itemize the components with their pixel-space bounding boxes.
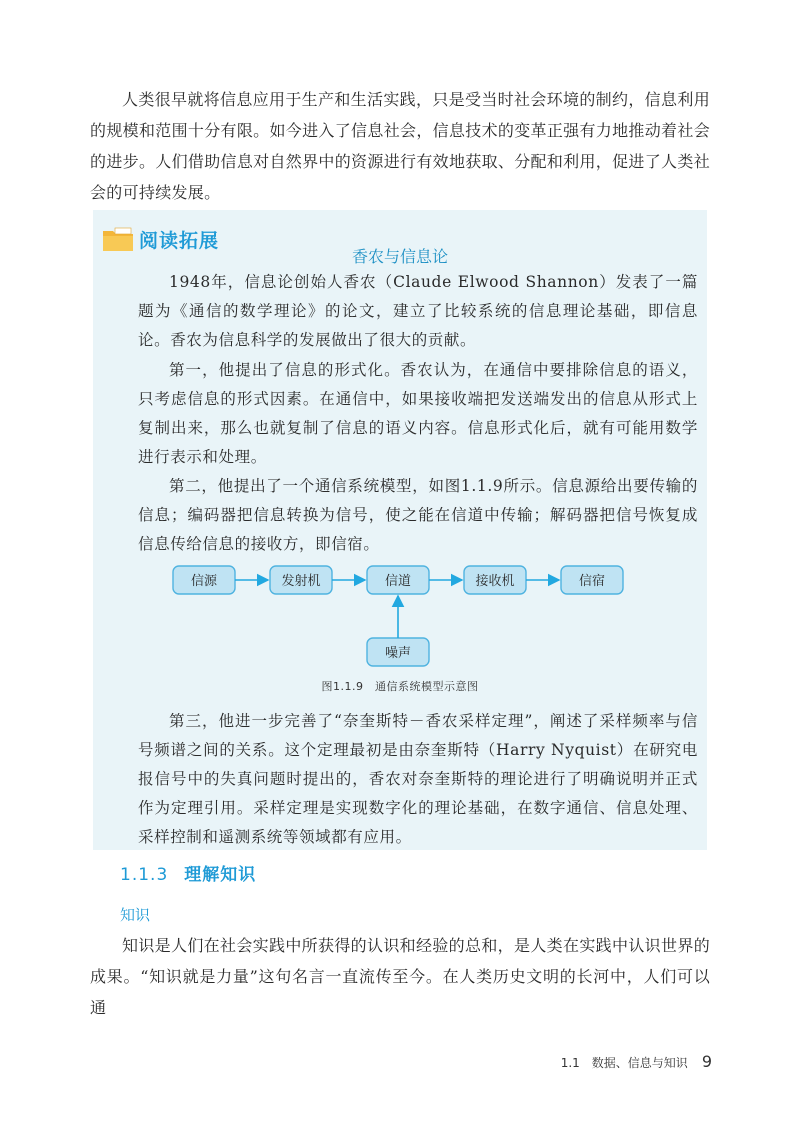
node-label-source: 信源: [190, 574, 218, 589]
section-heading: [120, 860, 256, 885]
reading-badge-label: 阅读拓展: [139, 229, 220, 252]
reading-extension-box: [93, 210, 707, 850]
diagram-node-channel: [367, 566, 429, 594]
knowledge-paragraph: 知识是人们在社会实践中所获得的认识和经验的总和，是人类在实践中认识世界的成果。“知识就是力量”这句名言一直流传至今。在人类历史文明的长河中，人们可以通: [90, 936, 710, 1017]
intro-paragraph: 人类很早就将信息应用于生产和生活实践，只是受当时社会环境的制约，信息利用的规模和范围十分有限。如今进入了信息社会，信息技术的变革正强有力地推动着社会的进步。人们借助信息对自然界中的资源进行有效地获取、分配和利用，促进了人类社会的可持续发展。: [90, 90, 710, 202]
communication-model-diagram: [163, 558, 633, 670]
node-label-destination: 信宿: [578, 574, 606, 589]
page-footer: [520, 1052, 712, 1071]
box-title: 香农与信息论: [351, 247, 448, 266]
diagram-node-source: [173, 566, 235, 594]
subheading: 知识: [120, 906, 151, 924]
diagram-node-noise: [367, 638, 429, 666]
node-label-receiver: 接收机: [475, 574, 515, 589]
box-paragraph-3: 第二，他提出了一个通信系统模型，如图1.1.9所示。信息源给出要传输的信息；编码器把信息转换为信号，使之能在信道中传输；解码器把信号恢复成信息传给信息的接收方，即信宿。: [138, 477, 698, 553]
page-number: 9: [701, 1052, 712, 1071]
node-label-noise: 噪声: [384, 646, 412, 661]
node-label-channel: 信道: [384, 574, 412, 589]
box-paragraph-4: 第三，他进一步完善了“奈奎斯特－香农采样定理”，阐述了采样频率与信号频谱之间的关系。这个定理最初是由奈奎斯特（Harry Nyquist）在研究电报信号中的失真问题时提出的，香农对奈奎斯特的理论进行了明确说明并正式作为定理引用。采样定理是实现数字化的理论基础，在数字通信、信息处理、采样控制和遥测系统等领域都有应用。: [138, 712, 698, 846]
section-title: 理解知识: [184, 865, 257, 885]
node-label-transmitter: 发射机: [281, 574, 321, 589]
figure-caption: 图1.1.9 通信系统模型示意图: [321, 680, 479, 693]
diagram-node-transmitter: [270, 566, 332, 594]
diagram-node-receiver: [464, 566, 526, 594]
footer-section-ref: 1.1 数据、信息与知识: [560, 1056, 688, 1070]
box-paragraph-1: 1948年，信息论创始人香农（Claude Elwood Shannon）发表了一篇题为《通信的数学理论》的论文，建立了比较系统的信息理论基础，即信息论。香农为信息科学的发展做出了很大的贡献。: [138, 273, 698, 349]
box-paragraph-2: 第一，他提出了信息的形式化。香农认为，在通信中要排除信息的语义，只考虑信息的形式因素。在通信中，如果接收端把发送端发出的信息从形式上复制出来，那么也就复制了信息的语义内容。信息形式化后，就有可能用数学进行表示和处理。: [138, 361, 698, 466]
diagram-node-destination: [561, 566, 623, 594]
section-number: 1.1.3: [120, 865, 169, 885]
